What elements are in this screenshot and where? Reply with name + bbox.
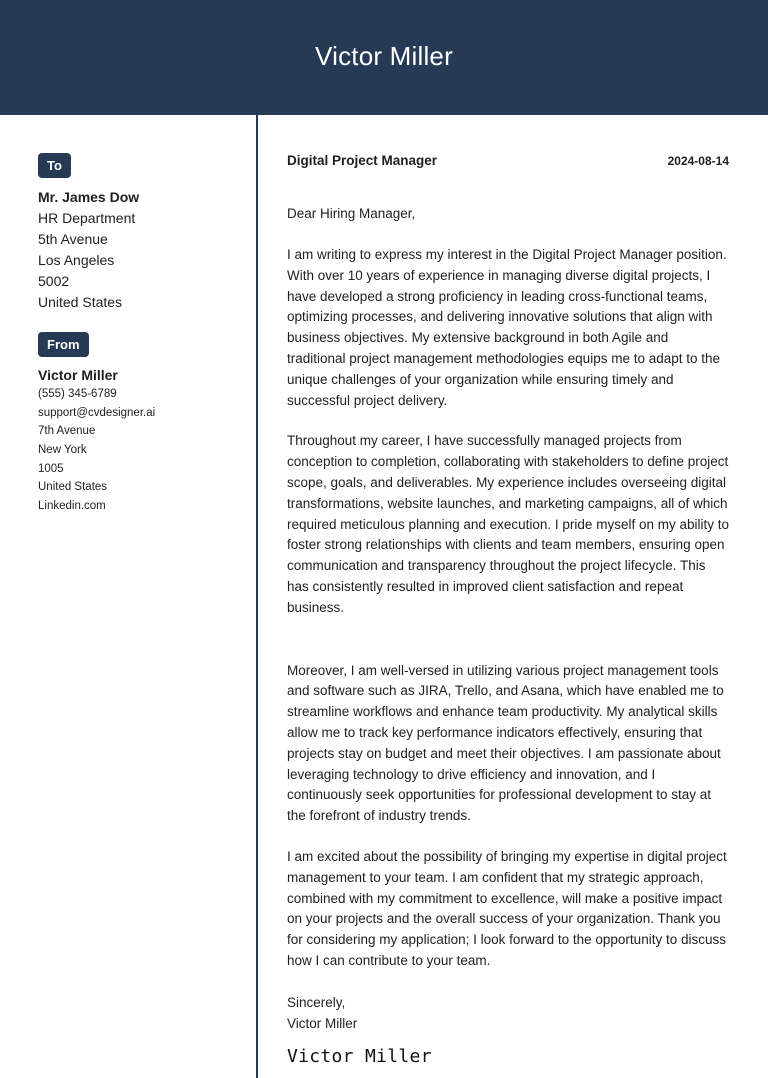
sender-phone: (555) 345-6789	[38, 388, 117, 400]
letter-heading	[287, 153, 729, 173]
page-header	[0, 0, 768, 115]
paragraph-2: Throughout my career, I have successfully managed projects from conception to completion, collaborating with stakeholders to define project scope, goals, and deliverables. My experience includes overseeing digital transformations, website launches, and marketing campaigns, all of which required meticulous planning and execution. I pride myself on my ability to foster strong relationships with clients and team members, ensuring open communication and transparency throughout the project lifecycle. This has consistently resulted in improved client satisfaction and repeat business.	[287, 433, 729, 615]
signature: Victor Miller	[287, 1045, 432, 1067]
sender-email: support@cvdesigner.ai	[38, 406, 156, 419]
sender-name: Victor Miller	[38, 367, 118, 383]
from-section	[38, 332, 243, 516]
column-divider	[256, 115, 258, 1078]
sender-street: 7th Avenue	[38, 425, 96, 438]
sender-linkedin: Linkedin.com	[38, 500, 106, 513]
recipient-address	[38, 187, 243, 313]
recipient-city: Los Angeles	[38, 252, 115, 268]
paragraph-4: I am excited about the possibility of bringing my expertise in digital project management to your team. I am confident that my strategic approach, combined with my commitment to excellence, will make a positive impact on your projects and the overall success of your organization. Thank you for considering my application; I look forward to the opportunity to discuss how I can contribute to your team.	[287, 848, 727, 968]
recipient-street: 5th Avenue	[38, 231, 108, 247]
sidebar	[38, 153, 243, 516]
applicant-name: Victor Miller	[315, 41, 453, 71]
greeting: Dear Hiring Manager,	[287, 206, 416, 221]
letter-date: 2024-08-14	[667, 154, 729, 168]
recipient-country: United States	[38, 294, 123, 310]
letter-body	[287, 153, 729, 1067]
paragraph-3: Moreover, I am well-versed in utilizing various project management tools and software such as JIRA, Trello, and Asana, which have enabled me to streamline workflows and enhance team productivity. My analytical skills allow me to track key performance indicators effectively, ensuring that projects stay on budget and meet their objectives. I am passionate about leveraging technology to drive efficiency and innovation, and I continuously seek opportunities for professional development to stay at the forefront of industry trends.	[287, 662, 724, 824]
recipient-name: Mr. James Dow	[38, 189, 140, 205]
recipient-postcode: 5002	[38, 273, 70, 289]
sender-postcode: 1005	[38, 462, 64, 475]
closing-name: Victor Miller	[287, 1015, 358, 1031]
recipient-department: HR Department	[38, 210, 136, 226]
closing-phrase: Sincerely,	[287, 994, 346, 1010]
paragraph-1: I am writing to express my interest in the Digital Project Manager position. With over 10 years of experience in managing diverse digital projects, I have developed a strong proficiency in leading cross-functional teams, optimizing processes, and delivering innovative solutions that align with business objectives. My extensive background in both Agile and traditional project management methodologies equips me to adapt to the unique challenges of your organization while ensuring timely and successful project delivery.	[287, 247, 727, 408]
from-badge: From	[38, 332, 89, 357]
to-section	[38, 153, 243, 313]
closing	[287, 992, 729, 1034]
sender-details	[38, 366, 243, 516]
job-title: Digital Project Manager	[287, 153, 438, 168]
to-badge: To	[38, 153, 71, 178]
sender-city: New York	[38, 444, 87, 457]
sender-country: United States	[38, 481, 108, 494]
